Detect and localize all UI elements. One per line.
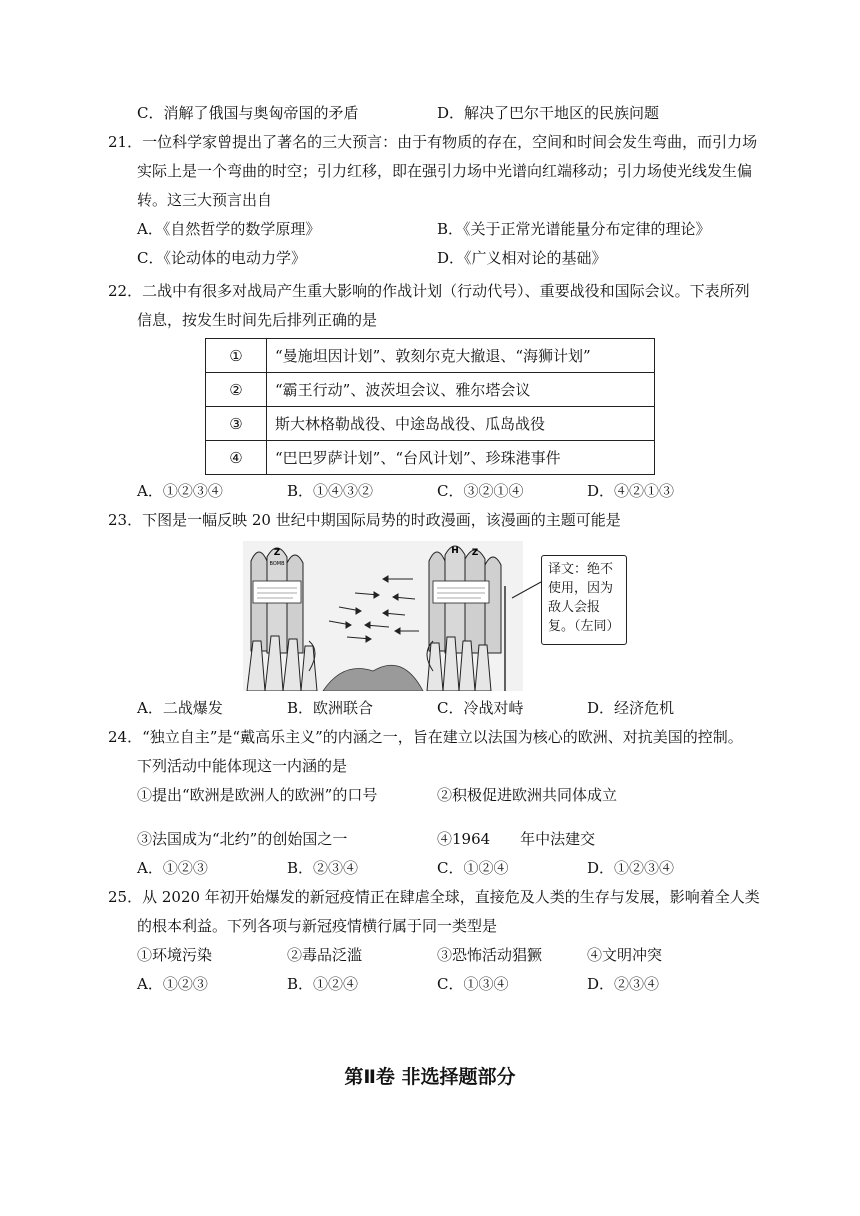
q25-item4: ④文明冲突 [587, 946, 663, 964]
q25-option-a: A．①②③ [137, 975, 208, 993]
q24-item4: ④1964 年中法建交 [437, 830, 596, 848]
right-banner [433, 581, 489, 603]
table-cell-text: 斯大林格勒战役、中途岛战役、瓜岛战役 [267, 407, 655, 441]
q20-option-c: C．消解了俄国与奥匈帝国的矛盾 [137, 104, 359, 122]
left-banner [253, 581, 301, 603]
q24-item2: ②积极促进欧洲共同体成立 [437, 786, 618, 804]
q21-option-c: C．《论动体的电动力学》 [137, 249, 306, 267]
bomb-letter-z: Z [273, 548, 281, 558]
q22-option-d: D．④②①③ [587, 482, 675, 500]
translation-note: 译文：绝不使用，因为敌人会报复。（左同） [541, 555, 627, 645]
q25-item2: ②毒品泛滥 [287, 946, 363, 964]
q23-option-b: B．欧洲联合 [287, 699, 374, 717]
q25-option-d: D．②③④ [587, 975, 660, 993]
q21-option-d: D．《广义相对论的基础》 [437, 249, 607, 267]
q25-stem-line1: 25．从 2020 年初开始爆发的新冠疫情正在肆虐全球，直接危及人类的生存与发展，影响着全人类 [108, 888, 760, 906]
q24-item1: ①提出“欧洲是欧洲人的欧洲”的口号 [137, 786, 378, 804]
q24-option-d: D．①②③④ [587, 859, 675, 877]
q22-stem-line1: 22．二战中有很多对战局产生重大影响的作战计划（行动代号）、重要战役和国际会议。下表所列 [108, 282, 750, 300]
q21-stem-line1: 21．一位科学家曾提出了著名的三大预言：由于有物质的存在，空间和时间会发生弯曲，而引力场 [108, 133, 758, 151]
q24-option-a: A．①②③ [137, 859, 208, 877]
q22-option-b: B．①④③② [287, 482, 374, 500]
q21-stem-line2: 实际上是一个弯曲的时空；引力红移，即在强引力场中光谱向红端移动；引力场使光线发生偏 [137, 162, 753, 180]
q21-stem-line3: 转。这三大预言出自 [137, 191, 273, 209]
q24-item3: ③法国成为“北约”的创始国之一 [137, 830, 348, 848]
table-cell-text: “巴巴罗萨计划”、“台风计划”、珍珠港事件 [267, 441, 655, 475]
table-row [206, 407, 655, 441]
table-cell-text: “曼施坦因计划”、敦刻尔克大撤退、“海狮计划” [267, 339, 655, 373]
bomb-word: BOMB [269, 561, 285, 567]
table-row [206, 373, 655, 407]
q23-stem: 23．下图是一幅反映 20 世纪中期国际局势的时政漫画，该漫画的主题可能是 [108, 511, 621, 529]
q24-option-c: C．①②④ [437, 859, 509, 877]
q22-option-c: C．③②①④ [437, 482, 524, 500]
table-cell-num: ② [206, 373, 267, 407]
table-cell-num: ③ [206, 407, 267, 441]
bomb-letter-z: Z [471, 548, 479, 558]
q25-item1: ①环境污染 [137, 946, 213, 964]
q22-option-a: A．①②③④ [137, 482, 223, 500]
table-row [206, 339, 655, 373]
q23-option-a: A．二战爆发 [137, 699, 223, 717]
q23-option-c: C．冷战对峙 [437, 699, 524, 717]
q23-option-d: D．经济危机 [587, 699, 675, 717]
q25-stem-line2: 的根本利益。下列各项与新冠疫情横行属于同一类型是 [137, 917, 498, 935]
table-row [206, 441, 655, 475]
section-title: 第Ⅱ卷 非选择题部分 [344, 1066, 516, 1088]
q25-option-b: B．①②④ [287, 975, 359, 993]
q24-stem-line1: 24．“独立自主”是“戴高乐主义”的内涵之一，旨在建立以法国为核心的欧洲、对抗美国的控制。 [108, 728, 743, 746]
table-cell-num: ④ [206, 441, 267, 475]
q25-option-c: C．①③④ [437, 975, 509, 993]
political-cartoon [243, 541, 523, 691]
q24-option-b: B．②③④ [287, 859, 359, 877]
table-cell-num: ① [206, 339, 267, 373]
q22-table [205, 338, 655, 475]
q22-stem-line2: 信息，按发生时间先后排列正确的是 [137, 311, 378, 329]
q20-option-d: D．解决了巴尔干地区的民族问题 [437, 104, 660, 122]
q21-option-a: A．《自然哲学的数学原理》 [137, 220, 321, 238]
table-cell-text: “霸王行动”、波茨坦会议、雅尔塔会议 [267, 373, 655, 407]
bomb-letter-h: H [451, 546, 459, 556]
note-pointer [510, 580, 542, 600]
q21-option-b: B．《关于正常光谱能量分布定律的理论》 [437, 220, 711, 238]
q24-stem-line2: 下列活动中能体现这一内涵的是 [137, 757, 348, 775]
q25-item3: ③恐怖活动猖獗 [437, 946, 543, 964]
